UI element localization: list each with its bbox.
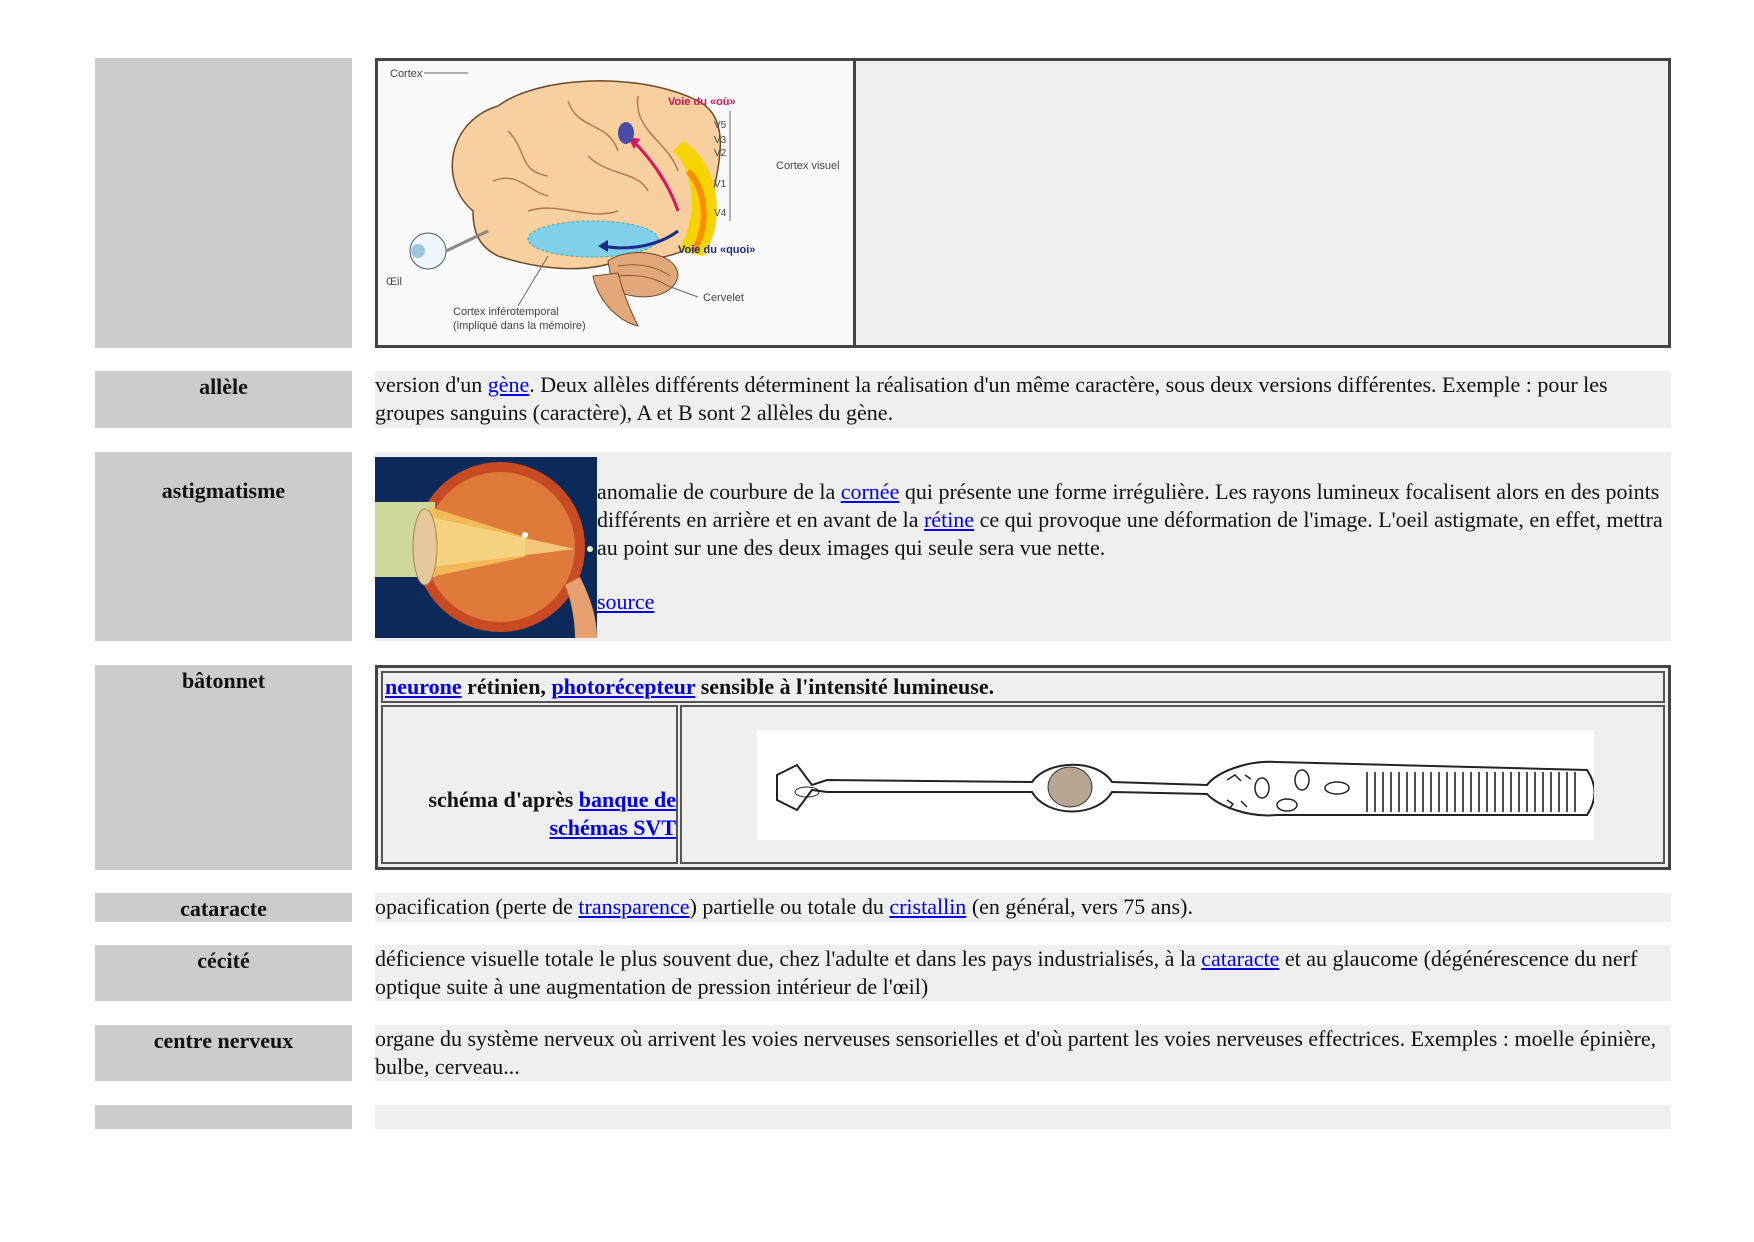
batonnet-header-cell: [381, 671, 1665, 703]
term-cell-empty-bottom: [95, 1105, 352, 1129]
def-cecite: [375, 945, 1671, 1001]
term-cell-empty-top: [95, 58, 352, 348]
label-cortex: Cortex: [390, 68, 423, 80]
def-allele-text-1: version d'un: [375, 372, 488, 397]
link-cornee[interactable]: cornée: [840, 479, 900, 504]
def-allele: [375, 371, 1671, 428]
link-neurone[interactable]: neurone: [385, 674, 462, 699]
label-oeil: Œil: [386, 276, 402, 288]
label-v4: V4: [714, 208, 727, 219]
brain-diagram: [378, 61, 853, 345]
def-astigmatisme-text-1: anomalie de courbure de la: [597, 479, 841, 504]
link-cristallin[interactable]: cristallin: [889, 894, 967, 919]
term-cataracte: cataracte: [95, 893, 352, 922]
batonnet-text-2: sensible à l'intensité lumineuse.: [695, 674, 995, 699]
batonnet-table: [375, 665, 1671, 870]
link-gene[interactable]: gène: [487, 372, 530, 397]
def-astigmatisme-text-2: qui présente une forme irrégulière. Les rayons lumineux focalisent alors en des points différents en arrière et en avant de la: [597, 479, 1660, 532]
def-astigmatisme-body: [597, 478, 1667, 616]
label-cortex-inferotemporal-note: (impliqué dans la mémoire): [453, 320, 586, 332]
label-cortex-visuel: Cortex visuel: [776, 160, 840, 172]
batonnet-text-1: rétinien,: [461, 674, 552, 699]
term-cecite: cécité: [95, 945, 352, 1001]
rod-cell-diagram: [757, 730, 1594, 840]
def-centre-nerveux: organe du système nerveux où arrivent les voies nerveuses sensorielles et d'où partent les voies nerveuses effectrices. Exemples : moelle épinière, bulbe, cerveau...: [375, 1025, 1671, 1081]
label-v2: V2: [714, 148, 727, 159]
def-cecite-text-1: déficience visuelle totale le plus souvent due, chez l'adulte et dans les pays industrialisés, à la: [375, 946, 1202, 971]
link-transparence[interactable]: transparence: [578, 894, 690, 919]
brain-image-cell: [378, 61, 856, 345]
def-cecite-text-2: et au glaucome (dégénérescence du nerf optique suite à une augmentation de pression intérieur de l'œil): [375, 946, 1638, 999]
label-cervelet: Cervelet: [703, 292, 744, 304]
batonnet-image-cell: [680, 705, 1665, 864]
brain-figure-frame: [375, 58, 1671, 348]
link-photorecepteur[interactable]: photorécepteur: [551, 674, 696, 699]
batonnet-caption-cell: [381, 705, 678, 864]
def-cell-empty-bottom: [375, 1105, 1671, 1129]
label-voie-quoi: Voie du «quoi»: [678, 244, 756, 256]
term-batonnet: bâtonnet: [95, 665, 352, 870]
label-v1: V1: [714, 179, 727, 190]
label-cortex-inferotemporal: Cortex inférotemporal: [453, 306, 559, 318]
link-source[interactable]: source: [597, 589, 655, 614]
def-astigmatisme: [375, 452, 1671, 641]
label-voie-ou: Voie du «où»: [668, 96, 736, 108]
eye-illustration: [375, 457, 597, 638]
def-cataracte-text-1: opacification (perte de: [375, 894, 579, 919]
def-cataracte: [375, 893, 1671, 922]
def-allele-text-2: . Deux allèles différents déterminent la réalisation d'un même caractère, sous deux versions différentes. Exemple : pour les groupes sanguins (caractère), A et B sont 2 allèles du gène.: [375, 372, 1608, 425]
def-astigmatisme-text-3: ce qui provoque une déformation de l'image. L'oeil astigmate, en effet, mettra au point sur une des deux images qui seule sera vue nette.: [597, 507, 1663, 560]
def-cataracte-text-2: ) partielle ou totale du: [689, 894, 890, 919]
term-astigmatisme: [95, 452, 352, 641]
label-v3: V3: [714, 135, 727, 146]
label-v5: V5: [714, 120, 727, 131]
batonnet-caption-text: schéma d'après: [428, 787, 579, 812]
term-astigmatisme-label: astigmatisme: [161, 478, 286, 503]
link-cataracte[interactable]: cataracte: [1201, 946, 1280, 971]
link-retine[interactable]: rétine: [923, 507, 975, 532]
term-centre-nerveux: centre nerveux: [95, 1025, 352, 1081]
def-cataracte-text-3: (en général, vers 75 ans).: [966, 894, 1193, 919]
link-banque-schemas[interactable]: banque de schémas SVT: [549, 787, 676, 840]
term-allele: allèle: [95, 371, 352, 428]
